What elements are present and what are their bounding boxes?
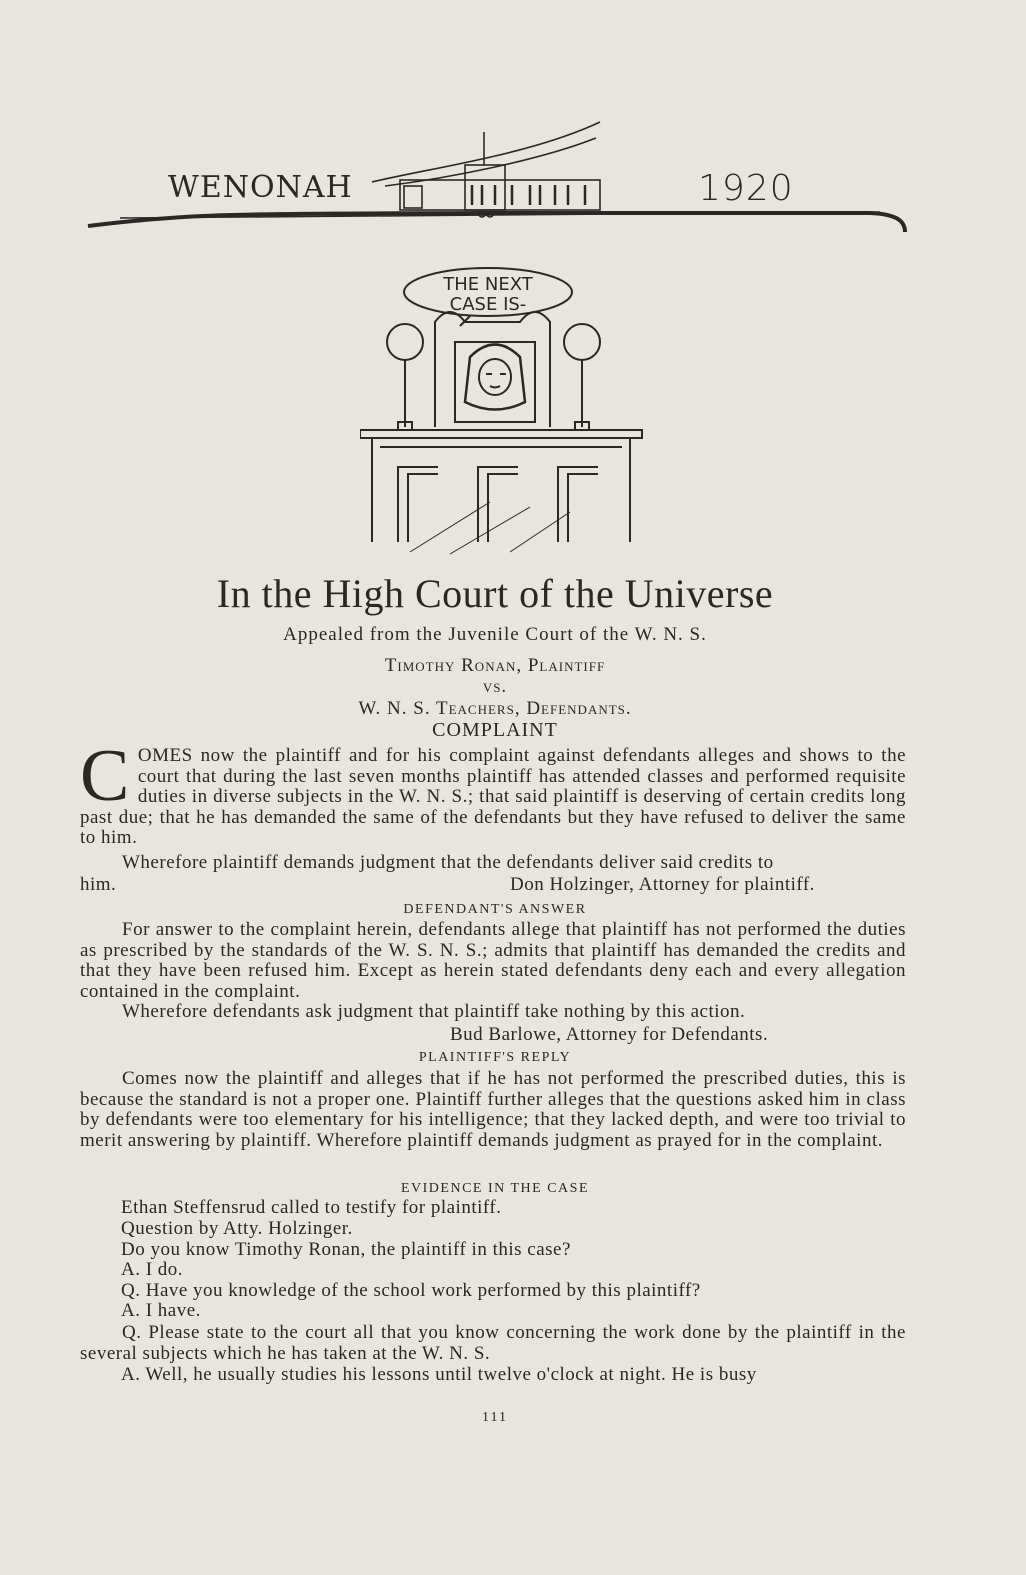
- complaint-paragraph-2-end: him.: [80, 874, 117, 895]
- answer-paragraph-2: Wherefore defendants ask judgment that plaintiff take nothing by this action.: [122, 1001, 746, 1023]
- evidence-heading: EVIDENCE IN THE CASE: [400, 1181, 589, 1196]
- drop-cap: C: [80, 735, 130, 817]
- evidence-last-question: Q. Please state to the court all that you know concerning the work done by the plaintiff in the several subjects which he has taken at the W. N. S.: [80, 1322, 906, 1364]
- evidence-line: A. I do.: [121, 1259, 184, 1280]
- evidence-last-answer: A. Well, he usually studies his lessons until twelve o'clock at night. He is busy: [121, 1364, 757, 1385]
- reply-paragraph-1: Comes now the plaintiff and alleges that if he has not performed the prescribed duties, this is because the standard is not a proper one. Plaintiff further alleges that the questions asked him in class by defendants were too elementary for his intelligence; that they lacked depth, and were too trivial to merit answering by plaintiff. Wherefore plaintiff demands judgment as prayed for in the complaint.: [80, 1068, 906, 1151]
- header-year: 1920: [698, 168, 794, 209]
- header-title: WENONAH: [168, 170, 353, 205]
- judge-illustration: [360, 262, 660, 562]
- answer-heading: DEFENDANT'S ANSWER: [403, 902, 587, 917]
- versus-line: vs.: [482, 676, 508, 697]
- speech-line-1: THE NEXT: [443, 274, 533, 295]
- answer-body: [80, 920, 906, 1023]
- complaint-body: [80, 735, 906, 849]
- answer-paragraph-1: For answer to the complaint herein, defendants allege that plaintiff has not performed the duties as prescribed by the standards of the W. S. N. S.; admits that plaintiff has demanded the credits and that they have been refused him. Except as herein stated defendants deny each and every allegation contained in the complaint.: [80, 919, 906, 1002]
- complaint-paragraph-1: OMES now the plaintiff and for his complaint against defendants alleges and shows to the court that during the last seven months plaintiff has attended classes and performed requisite duties in diverse subjects in the W. N. S.; that said plaintiff is deserving of certain credits long past due; that he has demanded the same of the defendants but they have refused to deliver the same to him.: [80, 745, 906, 849]
- plaintiff-line: Timothy Ronan, Plaintiff: [384, 655, 606, 676]
- evidence-line: Ethan Steffensrud called to testify for plaintiff.: [121, 1197, 502, 1218]
- complaint-paragraph-2: Wherefore plaintiff demands judgment that the defendants deliver said credits to: [122, 852, 774, 873]
- evidence-question-block: [80, 1323, 906, 1364]
- subtitle: Appealed from the Juvenile Court of the W. N. S.: [283, 624, 707, 645]
- reply-body: [80, 1069, 906, 1151]
- reply-heading: PLAINTIFF'S REPLY: [418, 1050, 572, 1065]
- header-rule-art: [0, 0, 1026, 240]
- complaint-paragraph-2-block: [80, 853, 906, 874]
- complaint-signature: Don Holzinger, Attorney for plaintiff.: [510, 874, 815, 895]
- speech-line-2: CASE IS-: [449, 294, 527, 315]
- evidence-line: A. I have.: [121, 1300, 201, 1321]
- evidence-line: Do you know Timothy Ronan, the plaintiff in this case?: [121, 1239, 571, 1260]
- defendants-line: W. N. S. Teachers, Defendants.: [358, 698, 632, 719]
- page-number: 111: [482, 1410, 508, 1425]
- evidence-line: Q. Have you knowledge of the school work performed by this plaintiff?: [121, 1280, 701, 1301]
- answer-signature: Bud Barlowe, Attorney for Defendants.: [450, 1024, 769, 1045]
- complaint-heading: COMPLAINT: [432, 719, 558, 741]
- evidence-line: Question by Atty. Holzinger.: [121, 1218, 353, 1239]
- page-title: In the High Court of the Universe: [216, 571, 774, 616]
